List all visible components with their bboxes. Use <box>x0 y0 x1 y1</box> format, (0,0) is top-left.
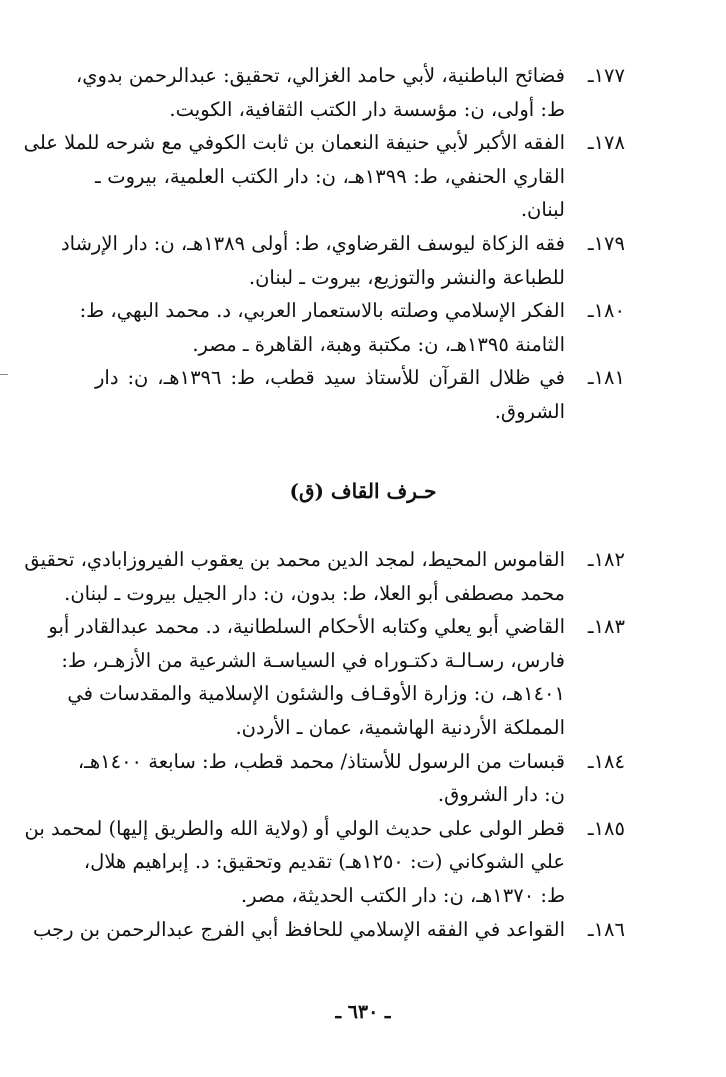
entry-number: ١٨٠ـ <box>587 299 625 323</box>
entry-line <box>0 879 726 913</box>
entry-text: ط: ١٣٧٠هـ، ن: دار الكتب الحديثة، مصر. <box>240 884 565 907</box>
entry-line <box>0 711 726 745</box>
entry-line <box>0 294 726 328</box>
entry-line <box>0 160 726 194</box>
entry-line <box>0 93 726 127</box>
entry-number: ١٧٧ـ <box>587 64 625 87</box>
entry-number: ١٨٤ـ <box>587 749 625 773</box>
entry-text: الشروق. <box>494 400 565 423</box>
entry-line <box>0 577 726 611</box>
entry-text: قطر الولى على حديث الولي أو (ولاية الله والطريق إليها) لمحمد بن <box>24 816 565 840</box>
entry-line <box>0 845 726 879</box>
entry-text: الفقه الأكبر لأبي حنيفة النعمان بن ثابت الكوفي مع شرحه للملا على <box>23 131 565 155</box>
entry-line <box>0 745 726 779</box>
entry-text: القواعد في الفقه الإسلامي للحافظ أبي الفرج عبدالرحمن بن رجب <box>32 917 565 941</box>
entry-text: فقه الزكاة ليوسف القرضاوي، ط: أولى ١٣٨٩هـ، ن: دار الإرشاد <box>60 232 565 255</box>
entry-text: قبسات من الرسول للأستاذ/ محمد قطب، ط: سابعة ١٤٠٠هـ، <box>77 749 565 773</box>
section-heading: حـرف القاف (ق) <box>289 479 437 503</box>
entry-text: علي الشوكاني (ت: ١٢٥٠هـ) تقديم وتحقيق: د. إبراهيم هلال، <box>83 850 565 874</box>
entry-number: ١٧٨ـ <box>587 131 625 155</box>
entry-text: القاري الحنفي، ط: ١٣٩٩هـ، ن: دار الكتب العلمية، بيروت ـ <box>95 164 565 188</box>
margin-mark <box>0 374 8 375</box>
entry-text: ن: دار الشروق. <box>437 783 565 807</box>
entry-text: للطباعة والنشر والتوزيع، بيروت ـ لبنان. <box>248 265 565 289</box>
entry-line <box>0 59 726 93</box>
entry-line <box>0 395 726 429</box>
entry-line <box>0 193 726 227</box>
entry-text: لبنان. <box>520 198 565 222</box>
entry-line <box>0 677 726 711</box>
entry-text: في ظلال القرآن للأستاذ سيد قطب، ط: ١٣٩٦هـ، ن: دار <box>95 366 565 390</box>
entry-line <box>0 361 726 395</box>
entry-number: ١٧٩ـ <box>587 232 625 255</box>
entry-text: الفكر الإسلامي وصلته بالاستعمار العربي، د. محمد البهي، ط: <box>79 299 565 323</box>
entry-line <box>0 812 726 846</box>
entry-line <box>0 328 726 362</box>
entry-number: ١٨٢ـ <box>587 548 625 571</box>
entry-text: القاموس المحيط، لمجد الدين محمد بن يعقوب الفيروزابادي، تحقيق <box>24 548 565 571</box>
entry-text: فارس، رسـالـة دكتـوراه في السياسـة الشرعية من الأزهـر، ط: <box>61 648 565 672</box>
entry-number: ١٨٣ـ <box>587 615 625 639</box>
entry-line <box>0 644 726 678</box>
entry-text: ط: أولى، ن: مؤسسة دار الكتب الثقافية، الكويت. <box>169 97 565 121</box>
page-number: ـ ٦٣٠ ـ <box>335 1001 391 1023</box>
entry-line <box>0 913 726 947</box>
entry-number: ١٨٥ـ <box>587 816 625 840</box>
entry-text: فضائح الباطنية، لأبي حامد الغزالي، تحقيق: عبدالرحمن بدوي، <box>76 64 565 87</box>
entry-text: المملكة الأردنية الهاشمية، عمان ـ الأردن. <box>235 716 565 739</box>
entry-text: القاضي أبو يعلي وكتابه الأحكام السلطانية، د. محمد عبدالقادر أبو <box>48 615 565 639</box>
entry-line <box>0 227 726 261</box>
entry-line <box>0 126 726 160</box>
entry-line <box>0 261 726 295</box>
entry-number: ١٨٦ـ <box>587 917 625 941</box>
entry-text: ١٤٠١هـ، ن: وزارة الأوقـاف والشئون الإسلامية والمقدسات في <box>67 682 565 706</box>
entry-text: الثامنة ١٣٩٥هـ، ن: مكتبة وهبة، القاهرة ـ مصر. <box>192 332 565 356</box>
entry-text: محمد مصطفى أبو العلا، ط: بدون، ن: دار الجيل بيروت ـ لبنان. <box>64 581 565 605</box>
entry-line <box>0 610 726 644</box>
entry-line <box>0 543 726 577</box>
entry-number: ١٨١ـ <box>587 366 625 390</box>
entry-line <box>0 778 726 812</box>
